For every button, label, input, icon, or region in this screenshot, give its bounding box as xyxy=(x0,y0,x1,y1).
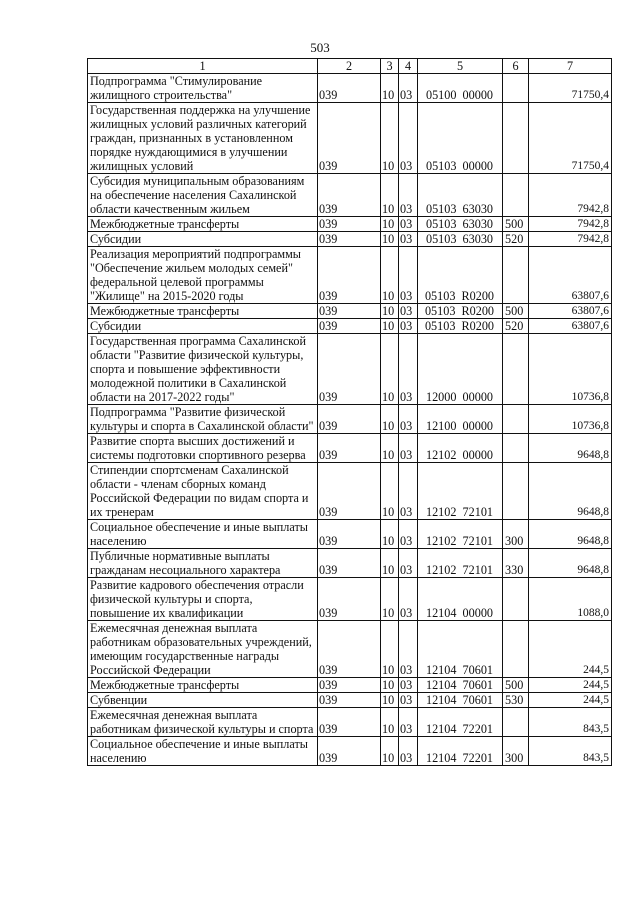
expense-type-cell: 300 xyxy=(503,737,529,766)
amount-cell: 244,5 xyxy=(529,678,612,693)
column-header-7: 7 xyxy=(529,59,612,74)
expense-type-cell xyxy=(503,434,529,463)
subsection-code-cell: 03 xyxy=(399,334,418,405)
item-name-cell: Субсидия муниципальным образованиям на обеспечение населения Сахалинской области качественным жильем xyxy=(88,174,318,217)
section-code-cell: 10 xyxy=(381,174,399,217)
ministry-code-cell: 039 xyxy=(318,304,381,319)
target-article-cell: 12102 72101 xyxy=(418,549,503,578)
item-name-cell: Подпрограмма "Развитие физической культуры и спорта в Сахалинской области" xyxy=(88,405,318,434)
amount-cell: 63807,6 xyxy=(529,247,612,304)
subsection-code-cell: 03 xyxy=(399,74,418,103)
item-name-cell: Ежемесячная денежная выплата работникам образовательных учреждений, имеющим государственные награды Российской Федерации xyxy=(88,621,318,678)
table-row xyxy=(88,247,612,304)
target-article-cell: 05103 00000 xyxy=(418,103,503,174)
ministry-code-cell: 039 xyxy=(318,678,381,693)
item-name-cell: Субсидии xyxy=(88,232,318,247)
amount-cell: 843,5 xyxy=(529,708,612,737)
expense-type-cell xyxy=(503,578,529,621)
section-code-cell: 10 xyxy=(381,334,399,405)
expense-type-cell: 500 xyxy=(503,678,529,693)
budget-table xyxy=(87,58,612,766)
section-code-cell: 10 xyxy=(381,578,399,621)
amount-cell: 71750,4 xyxy=(529,103,612,174)
expense-type-cell xyxy=(503,405,529,434)
expense-type-cell: 330 xyxy=(503,549,529,578)
target-article-cell: 05103 R0200 xyxy=(418,304,503,319)
section-code-cell: 10 xyxy=(381,434,399,463)
item-name-cell: Межбюджетные трансферты xyxy=(88,678,318,693)
table-row xyxy=(88,678,612,693)
expense-type-cell xyxy=(503,247,529,304)
amount-cell: 7942,8 xyxy=(529,174,612,217)
ministry-code-cell: 039 xyxy=(318,334,381,405)
subsection-code-cell: 03 xyxy=(399,737,418,766)
section-code-cell: 10 xyxy=(381,678,399,693)
table-row xyxy=(88,463,612,520)
expense-type-cell xyxy=(503,708,529,737)
target-article-cell: 05103 63030 xyxy=(418,217,503,232)
amount-cell: 7942,8 xyxy=(529,232,612,247)
target-article-cell: 05100 00000 xyxy=(418,74,503,103)
subsection-code-cell: 03 xyxy=(399,463,418,520)
table-row xyxy=(88,621,612,678)
item-name-cell: Стипендии спортсменам Сахалинской области - членам сборных команд Российской Федерации по видам спорта и их тренерам xyxy=(88,463,318,520)
ministry-code-cell: 039 xyxy=(318,74,381,103)
subsection-code-cell: 03 xyxy=(399,232,418,247)
amount-cell: 9648,8 xyxy=(529,520,612,549)
table-row xyxy=(88,334,612,405)
amount-cell: 10736,8 xyxy=(529,334,612,405)
target-article-cell: 05103 63030 xyxy=(418,174,503,217)
item-name-cell: Реализация мероприятий подпрограммы "Обеспечение жильем молодых семей" федеральной целевой программы "Жилище" на 2015-2020 годы xyxy=(88,247,318,304)
ministry-code-cell: 039 xyxy=(318,247,381,304)
ministry-code-cell: 039 xyxy=(318,693,381,708)
subsection-code-cell: 03 xyxy=(399,217,418,232)
item-name-cell: Публичные нормативные выплаты гражданам несоциального характера xyxy=(88,549,318,578)
item-name-cell: Межбюджетные трансферты xyxy=(88,304,318,319)
target-article-cell: 12104 70601 xyxy=(418,621,503,678)
table-row xyxy=(88,103,612,174)
subsection-code-cell: 03 xyxy=(399,174,418,217)
ministry-code-cell: 039 xyxy=(318,520,381,549)
item-name-cell: Государственная программа Сахалинской области "Развитие физической культуры, спорта и повышение эффективности молодежной политики в Сахалинской области на 2017-2022 годы" xyxy=(88,334,318,405)
section-code-cell: 10 xyxy=(381,304,399,319)
expense-type-cell: 500 xyxy=(503,217,529,232)
table-row xyxy=(88,304,612,319)
table-row xyxy=(88,217,612,232)
expense-type-cell: 530 xyxy=(503,693,529,708)
subsection-code-cell: 03 xyxy=(399,549,418,578)
target-article-cell: 05103 R0200 xyxy=(418,319,503,334)
header-row xyxy=(88,59,612,74)
ministry-code-cell: 039 xyxy=(318,737,381,766)
amount-cell: 843,5 xyxy=(529,737,612,766)
amount-cell: 63807,6 xyxy=(529,304,612,319)
table-row xyxy=(88,708,612,737)
section-code-cell: 10 xyxy=(381,549,399,578)
column-header-5: 5 xyxy=(418,59,503,74)
item-name-cell: Подпрограмма "Стимулирование жилищного строительства" xyxy=(88,74,318,103)
subsection-code-cell: 03 xyxy=(399,304,418,319)
amount-cell: 1088,0 xyxy=(529,578,612,621)
table-row xyxy=(88,578,612,621)
target-article-cell: 12000 00000 xyxy=(418,334,503,405)
subsection-code-cell: 03 xyxy=(399,708,418,737)
target-article-cell: 12102 00000 xyxy=(418,434,503,463)
section-code-cell: 10 xyxy=(381,520,399,549)
expense-type-cell xyxy=(503,103,529,174)
subsection-code-cell: 03 xyxy=(399,520,418,549)
expense-type-cell xyxy=(503,621,529,678)
amount-cell: 63807,6 xyxy=(529,319,612,334)
ministry-code-cell: 039 xyxy=(318,232,381,247)
expense-type-cell xyxy=(503,334,529,405)
subsection-code-cell: 03 xyxy=(399,578,418,621)
section-code-cell: 10 xyxy=(381,737,399,766)
column-header-2: 2 xyxy=(318,59,381,74)
target-article-cell: 12104 72201 xyxy=(418,708,503,737)
section-code-cell: 10 xyxy=(381,247,399,304)
target-article-cell: 12102 72101 xyxy=(418,463,503,520)
subsection-code-cell: 03 xyxy=(399,621,418,678)
amount-cell: 244,5 xyxy=(529,693,612,708)
expense-type-cell xyxy=(503,74,529,103)
item-name-cell: Развитие спорта высших достижений и системы подготовки спортивного резерва xyxy=(88,434,318,463)
target-article-cell: 12102 72101 xyxy=(418,520,503,549)
item-name-cell: Государственная поддержка на улучшение жилищных условий различных категорий граждан, признанных в установленном порядке нуждающимися в улучшении жилищных условий xyxy=(88,103,318,174)
target-article-cell: 12104 72201 xyxy=(418,737,503,766)
item-name-cell: Социальное обеспечение и иные выплаты населению xyxy=(88,737,318,766)
ministry-code-cell: 039 xyxy=(318,405,381,434)
table-row xyxy=(88,737,612,766)
amount-cell: 9648,8 xyxy=(529,463,612,520)
ministry-code-cell: 039 xyxy=(318,549,381,578)
section-code-cell: 10 xyxy=(381,74,399,103)
ministry-code-cell: 039 xyxy=(318,578,381,621)
section-code-cell: 10 xyxy=(381,103,399,174)
ministry-code-cell: 039 xyxy=(318,103,381,174)
expense-type-cell: 520 xyxy=(503,319,529,334)
item-name-cell: Субвенции xyxy=(88,693,318,708)
section-code-cell: 10 xyxy=(381,693,399,708)
expense-type-cell xyxy=(503,463,529,520)
section-code-cell: 10 xyxy=(381,708,399,737)
ministry-code-cell: 039 xyxy=(318,319,381,334)
subsection-code-cell: 03 xyxy=(399,678,418,693)
section-code-cell: 10 xyxy=(381,319,399,334)
ministry-code-cell: 039 xyxy=(318,174,381,217)
column-header-1: 1 xyxy=(88,59,318,74)
column-header-4: 4 xyxy=(399,59,418,74)
section-code-cell: 10 xyxy=(381,621,399,678)
table-row xyxy=(88,232,612,247)
item-name-cell: Межбюджетные трансферты xyxy=(88,217,318,232)
target-article-cell: 12104 00000 xyxy=(418,578,503,621)
section-code-cell: 10 xyxy=(381,405,399,434)
page-number: 503 xyxy=(310,40,330,55)
subsection-code-cell: 03 xyxy=(399,693,418,708)
amount-cell: 71750,4 xyxy=(529,74,612,103)
expense-type-cell: 520 xyxy=(503,232,529,247)
expense-type-cell: 500 xyxy=(503,304,529,319)
target-article-cell: 12104 70601 xyxy=(418,678,503,693)
subsection-code-cell: 03 xyxy=(399,247,418,304)
amount-cell: 9648,8 xyxy=(529,549,612,578)
table-row xyxy=(88,174,612,217)
item-name-cell: Социальное обеспечение и иные выплаты населению xyxy=(88,520,318,549)
ministry-code-cell: 039 xyxy=(318,708,381,737)
table-row xyxy=(88,693,612,708)
subsection-code-cell: 03 xyxy=(399,434,418,463)
table-row xyxy=(88,319,612,334)
ministry-code-cell: 039 xyxy=(318,217,381,232)
amount-cell: 9648,8 xyxy=(529,434,612,463)
item-name-cell: Развитие кадрового обеспечения отрасли физической культуры и спорта, повышение их квалификации xyxy=(88,578,318,621)
target-article-cell: 05103 63030 xyxy=(418,232,503,247)
section-code-cell: 10 xyxy=(381,463,399,520)
amount-cell: 244,5 xyxy=(529,621,612,678)
item-name-cell: Ежемесячная денежная выплата работникам физической культуры и спорта xyxy=(88,708,318,737)
subsection-code-cell: 03 xyxy=(399,103,418,174)
amount-cell: 10736,8 xyxy=(529,405,612,434)
subsection-code-cell: 03 xyxy=(399,405,418,434)
amount-cell: 7942,8 xyxy=(529,217,612,232)
ministry-code-cell: 039 xyxy=(318,621,381,678)
table-row xyxy=(88,405,612,434)
expense-type-cell xyxy=(503,174,529,217)
item-name-cell: Субсидии xyxy=(88,319,318,334)
table-row xyxy=(88,74,612,103)
table-body xyxy=(88,74,612,766)
table-row xyxy=(88,549,612,578)
column-header-6: 6 xyxy=(503,59,529,74)
table-row xyxy=(88,434,612,463)
ministry-code-cell: 039 xyxy=(318,434,381,463)
column-header-3: 3 xyxy=(381,59,399,74)
target-article-cell: 05103 R0200 xyxy=(418,247,503,304)
section-code-cell: 10 xyxy=(381,217,399,232)
expense-type-cell: 300 xyxy=(503,520,529,549)
target-article-cell: 12100 00000 xyxy=(418,405,503,434)
target-article-cell: 12104 70601 xyxy=(418,693,503,708)
subsection-code-cell: 03 xyxy=(399,319,418,334)
section-code-cell: 10 xyxy=(381,232,399,247)
ministry-code-cell: 039 xyxy=(318,463,381,520)
table-row xyxy=(88,520,612,549)
